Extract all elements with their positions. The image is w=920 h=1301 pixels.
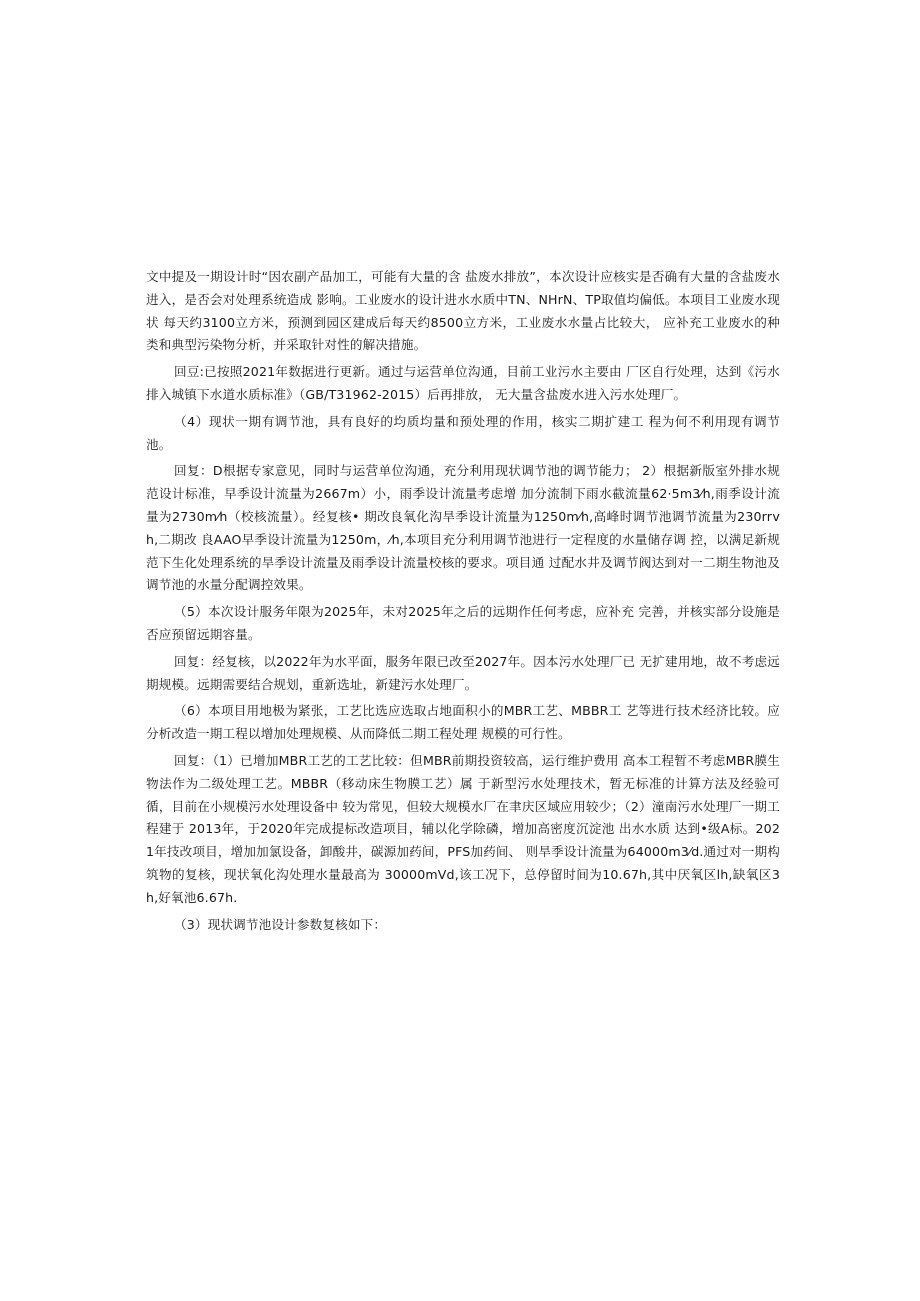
paragraph: 回豆:已按照2021年数据进行更新。通过与运营单位沟通，目前工业污水主要由 厂区自行处理，达到《污水排入城镇下水道水质标准》（GB/T31962-2015）后再排放， 无大量含盐废水进入污水处理厂。 [146,364,780,402]
paragraph: 回复：D根据专家意见，同时与运营单位沟通，充分利用现状调节池的调节能力； 2）根据新版室外排水规范设计标准，早季设计流量为2667m）小，雨季设计流量考虑增 加分流制下雨水截流量62·5m3⁄h,雨季设计流量为2730m⁄h（校核流量）。经复核• 期改良氧化沟旱季设计流量为1250m⁄h,高峰时调节池调节流量为230rrⅴh,二期改 良AAO早季设计流量为1250m，⁄h,本项目充分利用调节池进行一定程度的水量储存调 控，以满足新规范下生化处理系统的旱季设计流量及雨季设计流量校核的要求。项目通 过配水井及调节阀达到对一二期生物池及调节池的水量分配调控效果。 [146,463,780,593]
paragraph: （6）本项目用地极为紧张，工艺比选应选取占地面积小的MBR工艺、MBBR工 艺等进行技术经济比较。应分析改造一期工程以增加处理规模、从而降低二期工程处理 规模的可行性。 [146,703,780,742]
paragraph: 回复：经复核，以2022年为水平面，服务年限已改至2027年。因本污水处理厂已 无扩建用地，故不考虑远期规模。远期需要结合规划，重新选址，新建污水处理厂。 [146,653,780,692]
paragraph: （4）现状一期有调节池，具有良好的均质均量和预处理的作用，核实二期扩建工 程为何不利用现有调节池。 [146,413,780,452]
paragraph: 文中提及一期设计时“因农副产品加工，可能有大量的含 盐废水排放”，本次设计应核实是否确有大量的含盐废水进入，是否会对处理系统造成 影响。工业废水的设计进水水质中TN、NHrN、TP取值均偏低。本项目工业废水现状 每天约3100立方米，预测到园区建成后每天约8500立方米，工业废水水量占比较大， 应补充工业废水的种类和典型污染物分析，并采取针对性的解决措施。 [146,269,780,353]
paragraph: 回复：（1）已增加MBR工艺的工艺比较：但MBR前期投资较高，运行维护费用 高本工程暂不考虑MBR膜生物法作为二级处理工艺。MBBR（移动床生物膜工艺）属 于新型污水处理技术，暂无标准的计算方法及经验可循，目前在小规模污水处理设备中 较为常见，但较大规模水厂在聿庆区域应用较少；（2）潼南污水处理厂一期工程建于 2013年，于2020年完成提标改造项目，辅以化学除磷，增加高密度沉淀池 出水水质 达到•级A标。2021年技改项目，增加加氯设备，卸酸井，碳源加药间，PFS加药间、 则旱季设计流量为64000m3⁄d.通过对一期构筑物的复核，现状氧化沟处理水量最高为 30000mVd,该工况下，总停留时间为10.67h,其中厌氧区lh,缺氧区3h,好氧池6.67h. [146,752,780,905]
document-page [146,266,780,940]
paragraph: （3）现状调节池设计参数复核如下： [174,916,387,932]
paragraph: （5）本次设计服务年限为2025年，未对2025年之后的远期作任何考虑，应补充 完善，并核实部分设施是否应预留远期容量。 [146,604,780,642]
